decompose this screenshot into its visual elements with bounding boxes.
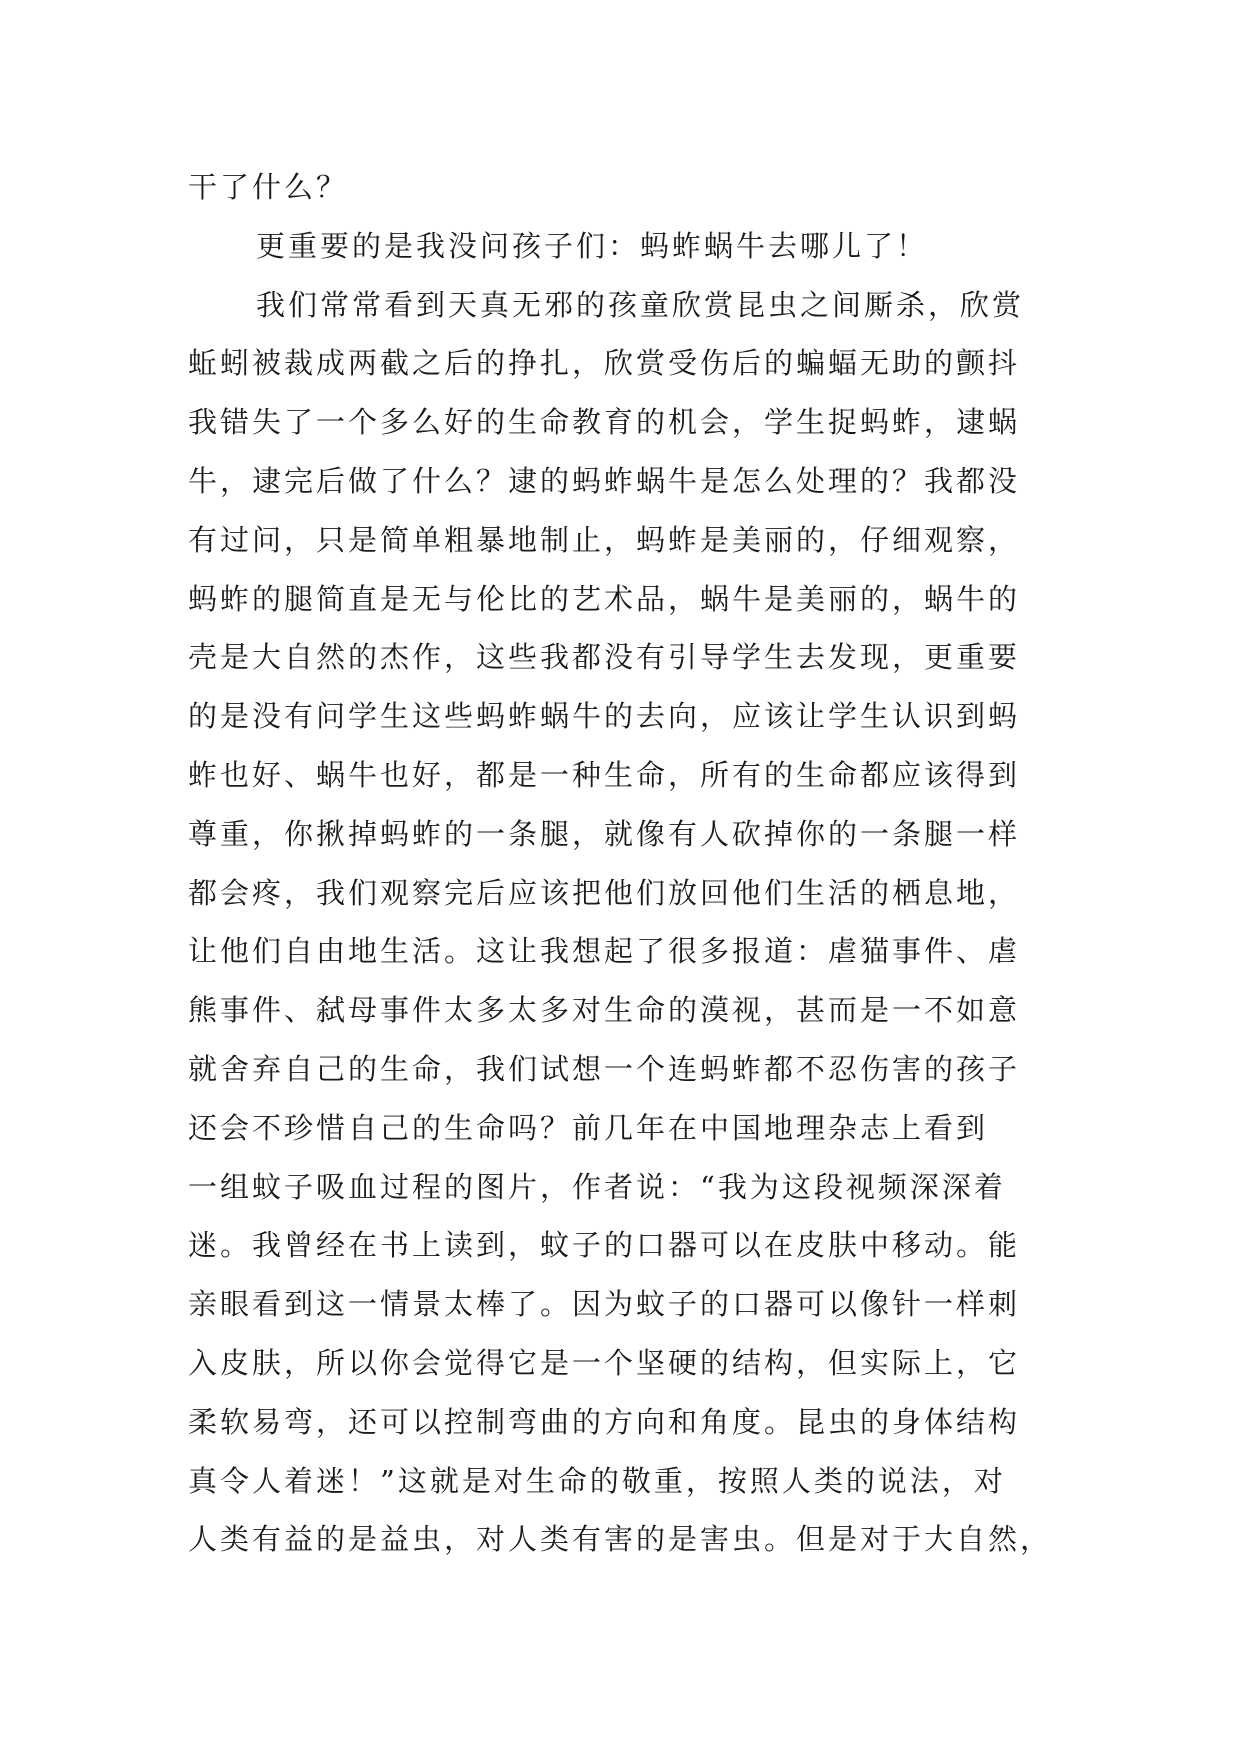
text-line: 尊重，你揪掉蚂蚱的一条腿，就像有人砍掉你的一条腿一样	[188, 816, 1021, 851]
text-line: 有过问，只是简单粗暴地制止，蚂蚱是美丽的，仔细观察，	[188, 522, 1021, 557]
text-line: 熊事件、弑母事件太多太多对生命的漠视，甚而是一不如意	[188, 993, 1021, 1028]
text-line: 干了什么？	[188, 170, 349, 204]
text-line: 让他们自由地生活。这让我想起了很多报道：虐猫事件、虐	[188, 934, 1021, 969]
text-line: 一组蚊子吸血过程的图片，作者说：“我为这段视频深深着	[188, 1169, 1006, 1204]
text-line: 壳是大自然的杰作，这些我都没有引导学生去发现，更重要	[188, 640, 1021, 675]
text-line: 蚱也好、蜗牛也好，都是一种生命，所有的生命都应该得到	[188, 757, 1021, 792]
text-line: 就舍弃自己的生命，我们试想一个连蚂蚱都不忍伤害的孩子	[188, 1051, 1021, 1086]
text-line: 人类有益的是益虫，对人类有害的是害虫。但是对于大自然，	[188, 1522, 1053, 1557]
body-text	[188, 158, 1054, 1569]
text-line: 迷。我曾经在书上读到，蚊子的口器可以在皮肤中移动。能	[188, 1228, 1021, 1263]
text-line: 牛，逮完后做了什么？逮的蚂蚱蜗牛是怎么处理的？我都没	[188, 463, 1021, 498]
text-line: 还会不珍惜自己的生命吗？前几年在中国地理杂志上看到	[188, 1110, 989, 1145]
text-line: 真令人着迷！”这就是对生命的敬重，按照人类的说法，对	[188, 1463, 1006, 1498]
text-line: 的是没有问学生这些蚂蚱蜗牛的去向，应该让学生认识到蚂	[188, 699, 1021, 734]
text-line: 我们常常看到天真无邪的孩童欣赏昆虫之间厮杀，欣赏	[256, 287, 1025, 322]
text-line: 都会疼，我们观察完后应该把他们放回他们生活的栖息地，	[188, 875, 1021, 910]
text-line: 更重要的是我没问孩子们：蚂蚱蜗牛去哪儿了！	[256, 228, 929, 263]
text-line: 我错失了一个多么好的生命教育的机会，学生捉蚂蚱，逮蜗	[188, 405, 1021, 440]
text-line: 入皮肤，所以你会觉得它是一个坚硬的结构，但实际上，它	[188, 1345, 1021, 1380]
text-line: 柔软易弯，还可以控制弯曲的方向和角度。昆虫的身体结构	[188, 1404, 1021, 1439]
text-line: 蚂蚱的腿简直是无与伦比的艺术品，蜗牛是美丽的，蜗牛的	[188, 581, 1021, 616]
text-line: 亲眼看到这一情景太棒了。因为蚊子的口器可以像针一样刺	[188, 1287, 1021, 1322]
text-line: 蚯蚓被裁成两截之后的挣扎，欣赏受伤后的蝙蝠无助的颤抖	[188, 346, 1021, 381]
